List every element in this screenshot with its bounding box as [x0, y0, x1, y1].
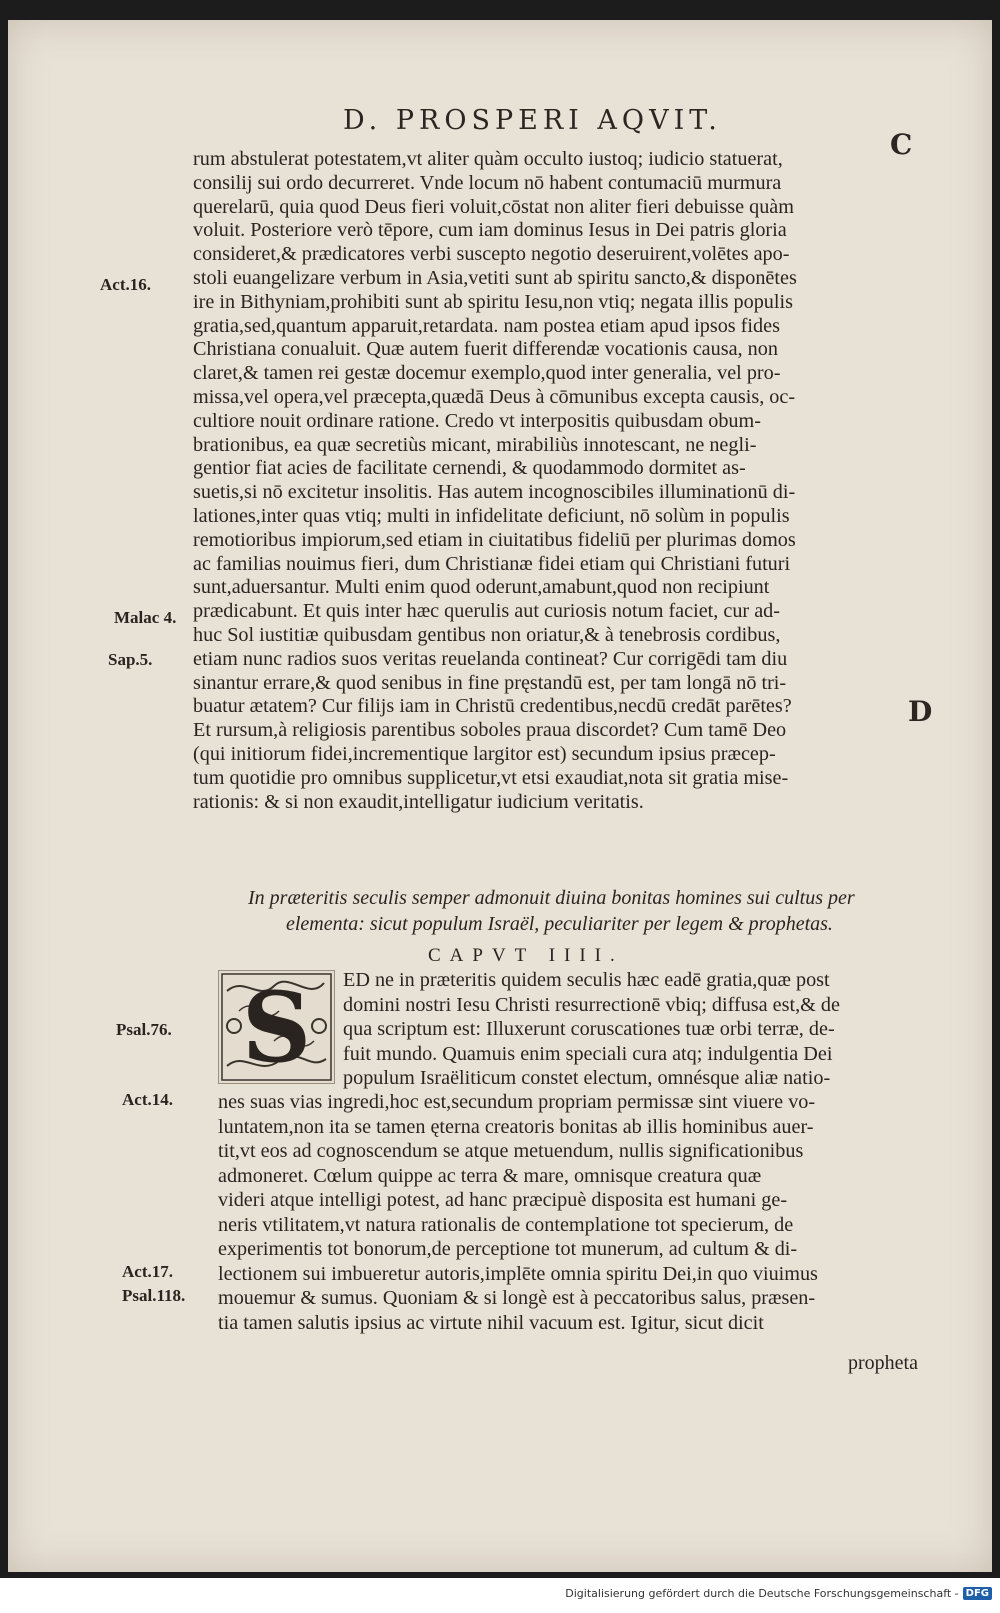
chapter-body-text — [218, 1090, 923, 1335]
margin-note-sap5: Sap.5. — [108, 650, 153, 669]
margin-note-act14: Act.14. — [122, 1090, 173, 1109]
book-page — [8, 20, 992, 1572]
margin-note-psal76: Psal.76. — [116, 1020, 172, 1039]
body-line: sinantur errare,& quod senibus in fine pręstandū est, per tam longā nō tri- — [193, 671, 787, 694]
body-line: suetis,si nō excitetur insolitis. Has autem incognoscibiles illuminationū di- — [193, 481, 796, 504]
body-line: voluit. Posteriore verò tēpore, cum iam dominus Iesus in Dei patris gloria — [193, 219, 787, 242]
body-line: Christiana conualuit. Quæ autem fuerit differendæ vocationis causa, non — [193, 338, 778, 361]
chapter-line: luntatem,non ita se tamen ęterna creatoris bonitas ab illis hominibus auer- — [218, 1115, 814, 1138]
body-line: claret,& tamen rei gestæ docemur exemplo,quod inter generalia, vel pro- — [193, 362, 781, 385]
body-line: rum abstulerat potestatem,vt aliter quàm occulto iustoq; iudicio statuerat, — [193, 148, 783, 170]
chapter-line: qua scriptum est: Illuxerunt coruscationes tuæ orbi terræ, de- — [343, 1018, 835, 1040]
footer-credit: Digitalisierung gefördert durch die Deutsche Forschungsgemeinschaft - — [565, 1587, 959, 1600]
body-line: etiam nunc radios suos veritas reuelanda contineat? Cur corrigēdi tam diu — [193, 647, 788, 670]
body-line: ire in Bithyniam,prohibiti sunt ab spiritu Iesu,non vtiq; negata illis populis — [193, 290, 793, 313]
body-line: cultiore nouit ordinare ratione. Credo vt interpositis quibusdam obum- — [193, 409, 761, 432]
margin-note-psal118: Psal.118. — [122, 1286, 186, 1305]
chapter-line: neris vtilitatem,vt natura rationalis de contemplatione tot specierum, de — [218, 1213, 794, 1236]
body-line: gratia,sed,quantum apparuit,retardata. nam postea etiam apud ipsos fides — [193, 314, 780, 337]
section-marker-d: D — [908, 695, 933, 728]
chapter-line: ED ne in præteritis quidem seculis hæc eadē gratia,quæ post — [343, 969, 830, 991]
chapter-line: domini nostri Iesu Christi resurrectionē vbiq; diffusa est,& de — [343, 993, 840, 1016]
chapter-line: lectionem sui imbueretur autoris,implēte omnia spiritu Dei,in quo viuimus — [218, 1262, 818, 1285]
body-line: buatur ætatem? Cur filijs iam in Christū credentibus,necdū credāt parētes? — [193, 695, 792, 718]
body-line: sunt,aduersantur. Multi enim quod oderunt,amabunt,quod non recipiunt — [193, 576, 770, 599]
body-line: consilij sui ordo decurreret. Vnde locum nō habent contumaciū murmura — [193, 171, 782, 194]
chapter-opening-text — [343, 968, 923, 1091]
body-line: brationibus, ea quæ secretiùs micant, mirabiliùs innotescant, ne negli- — [193, 433, 757, 456]
body-line: Et rursum,à religiosis parentibus soboles praua discordet? Cum tamē Deo — [193, 719, 787, 742]
chapter-line: populum Israëliticum constet electum, omnésque aliæ natio- — [343, 1067, 831, 1089]
chapter-line: fuit mundo. Quamuis enim speciali cura atq; indulgentia Dei — [343, 1042, 833, 1065]
chapter-line: nes suas vias ingredi,hoc est,secundum propriam permissæ sint viuere vo- — [218, 1091, 816, 1113]
section-marker-c: C — [890, 128, 913, 161]
body-line: lationes,inter quas vtiq; multi in infidelitate deficiunt, nō solùm in populis — [193, 504, 790, 527]
body-line: (qui initiorum fidei,incrementique largitor est) secundum ipsius præcep- — [193, 742, 776, 765]
chapter-line: videri atque intelligi potest, ad hanc præcipuè disposita est humani ge- — [218, 1189, 788, 1211]
body-line: remotioribus impiorum,sed etiam in ciuitatibus fideliū per plurimas domos — [193, 528, 796, 551]
running-head: D. PROSPERI AQVIT. — [343, 105, 722, 136]
body-line: prædicabunt. Et quis inter hæc querulis aut curiosis notum faciet, cur ad- — [193, 600, 780, 623]
chapter-line: mouemur & sumus. Quoniam & si longè est à peccatoribus salus, præsen- — [218, 1287, 816, 1309]
decorated-initial — [218, 970, 335, 1084]
margin-note-malac4: Malac 4. — [114, 608, 177, 627]
chapter-summary — [238, 885, 908, 937]
body-line: tum quotidie pro omnibus supplicetur,vt etsi exaudiat,nota sit gratia mise- — [193, 766, 789, 789]
margin-note-act16: Act.16. — [100, 275, 151, 294]
body-line: missa,vel opera,vel præcepta,quædā Deus à cōmunibus excepta causis, oc- — [193, 385, 796, 408]
body-line: gentior fiat acies de facilitate cernendi, & quodammodo dormitet as- — [193, 457, 746, 480]
summary-line: elementa: sicut populum Israël, peculiariter per legem & prophetas. — [286, 913, 833, 935]
body-line: ac familias nouimus fieri, dum Christianæ fidei etiam qui Christiani futuri — [193, 552, 791, 575]
chapter-line: admoneret. Cœlum quippe ac terra & mare, omnisque creatura quæ — [218, 1164, 762, 1187]
body-line: querelarū, quia quod Deus fieri voluit,cōstat non aliter fieri debuisse quàm — [193, 195, 794, 218]
catchword: propheta — [848, 1352, 918, 1374]
digitization-footer — [565, 1587, 992, 1600]
body-line: rationis: & si non exaudit,intelligatur iudicium veritatis. — [193, 790, 644, 813]
body-text — [193, 148, 923, 814]
initial-letter: S — [241, 970, 312, 1084]
chapter-line: tit,vt eos ad cognoscendum se atque metuendum, nullis significationibus — [218, 1140, 804, 1162]
body-line: huc Sol iustitiæ quibusdam gentibus non oriatur,& à tenebrosis cordibus, — [193, 623, 781, 646]
chapter-line: tia tamen salutis ipsius ac virtute nihil vacuum est. Igitur, sicut dicit — [218, 1311, 764, 1334]
body-line: stoli euangelizare verbum in Asia,vetiti sunt ab spiritu sancto,& disponētes — [193, 266, 797, 289]
summary-line: In præteritis seculis semper admonuit diuina bonitas homines sui cultus per — [248, 887, 855, 909]
dfg-logo-icon: DFG — [963, 1587, 992, 1600]
body-line: consideret,& prædicatores verbi suscepto negotio deseruirent,volētes apo- — [193, 243, 790, 266]
chapter-heading: CAPVT IIII. — [428, 945, 624, 966]
margin-note-act17: Act.17. — [122, 1262, 173, 1281]
chapter-line: experimentis tot bonorum,de perceptione tot munerum, ad cultum & di- — [218, 1238, 798, 1260]
